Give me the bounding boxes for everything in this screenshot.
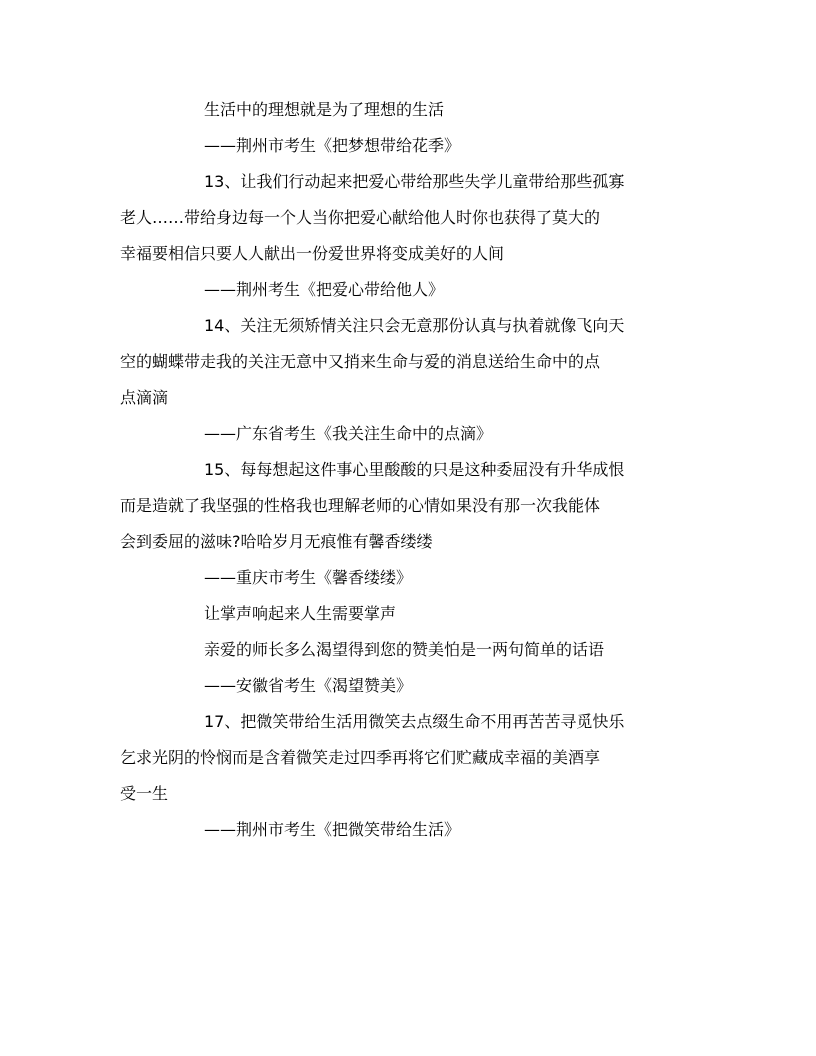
text-line: 受一生 — [120, 784, 169, 803]
text-line: 13、让我们行动起来把爱心带给那些失学儿童带给那些孤寡 — [204, 172, 625, 191]
text-line: 会到委屈的滋味?哈哈岁月无痕惟有馨香缕缕 — [120, 532, 433, 551]
paragraph-ideal-life — [204, 92, 784, 128]
paragraph-14 — [120, 308, 700, 416]
paragraph-13 — [120, 164, 700, 272]
text-line: ——重庆市考生《馨香缕缕》 — [204, 568, 413, 587]
paragraph-15 — [120, 452, 700, 560]
text-line: 乞求光阴的怜悯而是含着微笑走过四季再将它们贮藏成幸福的美酒享 — [120, 748, 601, 767]
text-line: 空的蝴蝶带走我的关注无意中又捎来生命与爱的消息送给生命中的点 — [120, 352, 601, 371]
text-line: 生活中的理想就是为了理想的生活 — [204, 100, 445, 119]
attribution-chongqing — [204, 560, 784, 596]
text-line: 让掌声响起来人生需要掌声 — [204, 604, 397, 623]
text-line: 幸福要相信只要人人献出一份爱世界将变成美好的人间 — [120, 244, 505, 263]
paragraph-praise — [204, 632, 784, 668]
text-line: 17、把微笑带给生活用微笑去点缀生命不用再苦苦寻觅快乐 — [204, 712, 625, 731]
text-line: ——荆州市考生《把微笑带给生活》 — [204, 820, 461, 839]
paragraph-applause — [204, 596, 784, 632]
text-line: 亲爱的师长多么渴望得到您的赞美怕是一两句简单的话语 — [204, 640, 605, 659]
text-line: 而是造就了我坚强的性格我也理解老师的心情如果没有那一次我能体 — [120, 496, 601, 515]
text-line: 15、每每想起这件事心里酸酸的只是这种委屈没有升华成恨 — [204, 460, 625, 479]
paragraph-17 — [120, 704, 700, 812]
text-line: 老人……带给身边每一个人当你把爱心献给他人时你也获得了莫大的 — [120, 208, 601, 227]
text-line: 14、关注无须矫情关注只会无意那份认真与执着就像飞向天 — [204, 316, 625, 335]
text-line: 点滴滴 — [120, 388, 169, 407]
text-line: ——广东省考生《我关注生命中的点滴》 — [204, 424, 493, 443]
attribution-anhui — [204, 668, 784, 704]
attribution-guangdong — [204, 416, 784, 452]
text-line: ——荆州市考生《把梦想带给花季》 — [204, 136, 461, 155]
attribution-jingzhou-dream — [204, 128, 784, 164]
attribution-jingzhou-smile — [204, 812, 784, 848]
text-line: ——安徽省考生《渴望赞美》 — [204, 676, 413, 695]
attribution-jingzhou-love — [204, 272, 784, 308]
text-line: ——荆州考生《把爱心带给他人》 — [204, 280, 445, 299]
